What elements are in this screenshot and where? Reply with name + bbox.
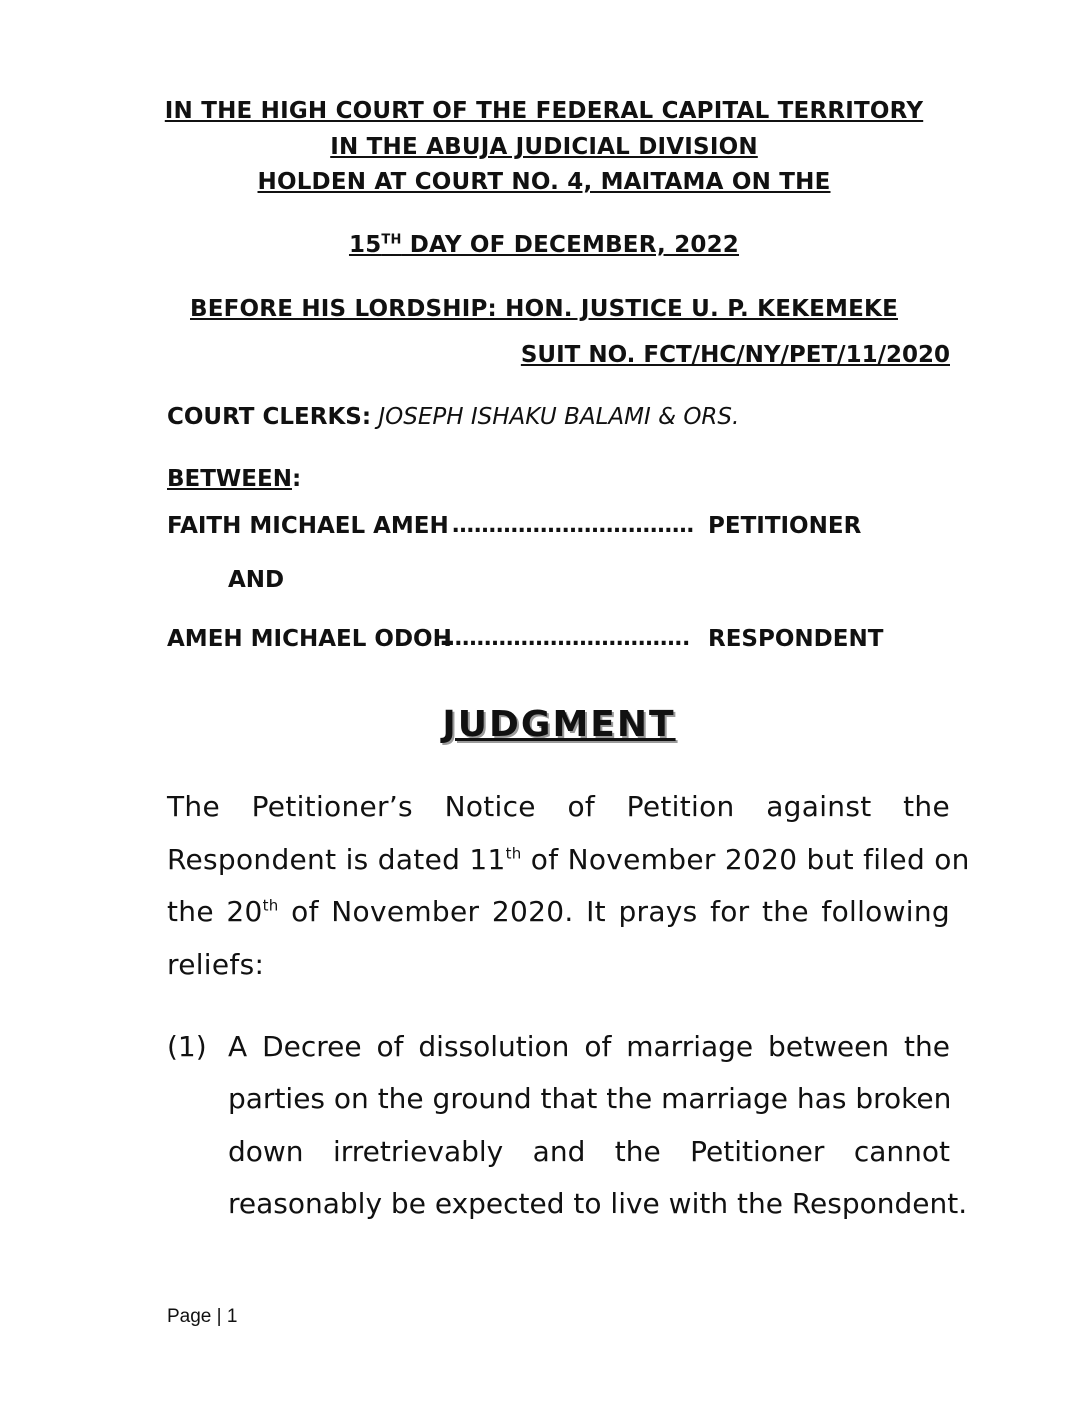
court-heading-line-1: IN THE HIGH COURT OF THE FEDERAL CAPITAL TERRITORY	[164, 98, 924, 124]
body-line-3	[167, 895, 950, 928]
court-clerks-names: JOSEPH ISHAKU BALAMI & ORS.	[378, 404, 740, 430]
body-line-2-sup: th	[505, 844, 522, 863]
and-label: AND	[228, 567, 285, 593]
court-heading-line-2: IN THE ABUJA JUDICIAL DIVISION	[330, 134, 758, 160]
body-line-2-a: Respondent is dated 11	[167, 843, 506, 876]
petitioner-name: FAITH MICHAEL AMEH	[167, 513, 449, 539]
respondent-role: RESPONDENT	[708, 626, 884, 652]
date-day: 15	[348, 232, 382, 258]
respondent-name: AMEH MICHAEL ODOH	[167, 626, 452, 652]
body-line-3-b: of November 2020. It prays for the following	[278, 895, 950, 928]
body-line-2	[167, 843, 970, 876]
petitioner-role: PETITIONER	[708, 513, 862, 539]
presiding-judge: BEFORE HIS LORDSHIP: HON. JUSTICE U. P. KEKEMEKE	[190, 296, 898, 322]
between-label: BETWEEN	[167, 466, 292, 492]
respondent-dots: …………………………….	[440, 626, 691, 651]
between-colon: :	[291, 466, 302, 492]
relief-line-2: parties on the ground that the marriage has broken	[228, 1082, 952, 1115]
body-line-3-a: the 20	[167, 895, 263, 928]
date-rest: DAY OF DECEMBER, 2022	[401, 232, 740, 258]
relief-line-4: reasonably be expected to live with the Respondent.	[228, 1187, 968, 1220]
body-line-1: The Petitioner’s Notice of Petition against the	[167, 790, 950, 823]
petitioner-dots: ……………………………	[452, 513, 694, 538]
relief-line-3: down irretrievably and the Petitioner cannot	[228, 1135, 950, 1168]
judgment-date	[0, 232, 1088, 258]
document-title: JUDGMENT	[442, 704, 676, 745]
between-heading	[167, 466, 301, 492]
body-line-2-b: of November 2020 but filed on	[521, 843, 970, 876]
body-line-4: reliefs:	[167, 948, 265, 981]
suit-number: SUIT NO. FCT/HC/NY/PET/11/2020	[520, 342, 950, 368]
date-suffix: TH	[381, 232, 402, 248]
court-heading-line-3: HOLDEN AT COURT NO. 4, MAITAMA ON THE	[257, 169, 831, 195]
court-clerks	[167, 404, 739, 430]
relief-number: (1)	[167, 1030, 207, 1063]
body-line-3-sup: th	[262, 896, 279, 915]
relief-line-1: A Decree of dissolution of marriage between the	[228, 1030, 950, 1063]
page-number: Page | 1	[167, 1306, 238, 1327]
court-clerks-label: COURT CLERKS:	[167, 404, 372, 430]
